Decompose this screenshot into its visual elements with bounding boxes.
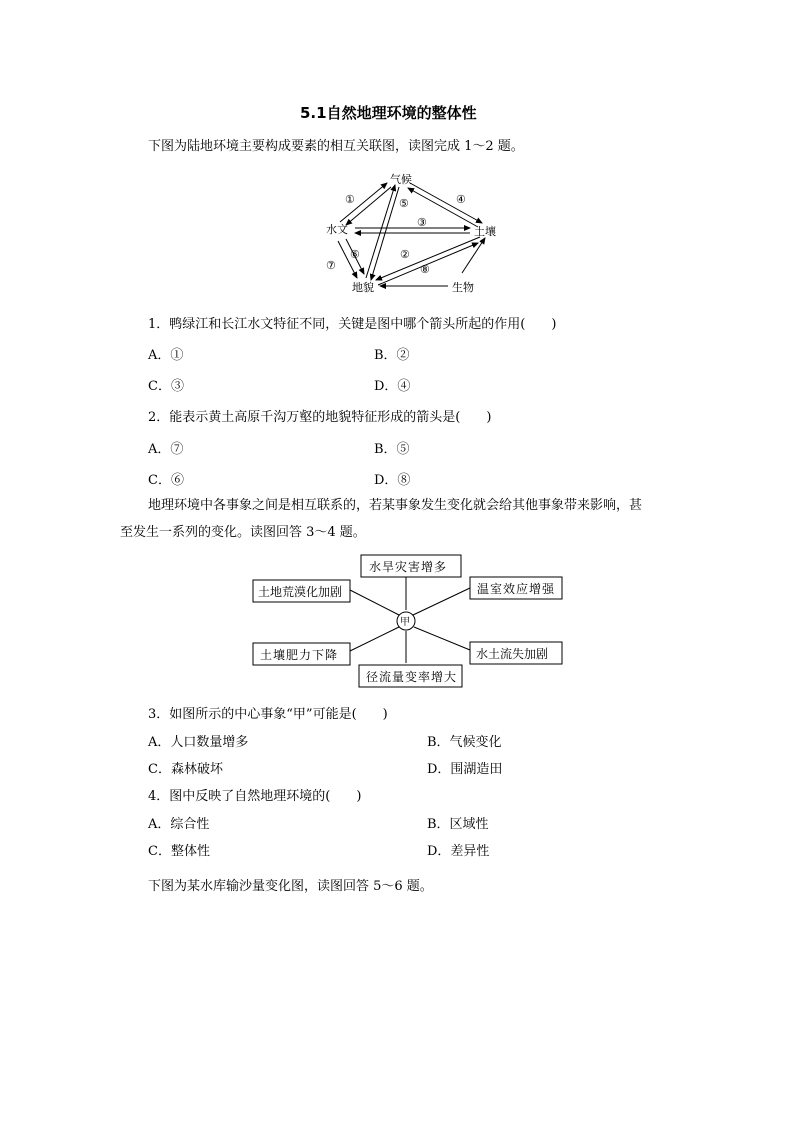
q3-option-c[interactable]: C．森林破坏 (148, 762, 223, 777)
box-bottom: 径流量变率增大 (366, 670, 458, 684)
intro-q5-6: 下图为某水库输沙量变化图，读图回答 5～6 题。 (148, 879, 433, 894)
q2-option-d[interactable]: D．⑧ (374, 473, 411, 488)
q1-option-b[interactable]: B．② (374, 348, 410, 363)
q4-option-c[interactable]: C．整体性 (148, 844, 210, 859)
box-lower-left: 土壤肥力下降 (260, 648, 339, 662)
intro-q1-2: 下图为陆地环境主要构成要素的相互关联图，读图完成 1～2 题。 (148, 139, 524, 154)
arrow-label-3: ③ (417, 216, 427, 229)
q1-option-a[interactable]: A．① (148, 348, 184, 363)
q4-option-a[interactable]: A．综合性 (148, 817, 210, 832)
question-1: 1．鸭绿江和长江水文特征不同，关键是图中哪个箭头所起的作用( ) (148, 317, 557, 332)
question-4: 4．图中反映了自然地理环境的( ) (148, 789, 362, 804)
question-2: 2．能表示黄土高原千沟万壑的地貌特征形成的箭头是( ) (148, 410, 492, 425)
q4-option-b[interactable]: B．区域性 (427, 817, 489, 832)
arrow-label-2: ② (400, 248, 410, 261)
box-lower-right: 水土流失加剧 (476, 647, 549, 661)
node-hydrology: 水文 (326, 223, 348, 236)
box-upper-left: 土地荒漠化加剧 (258, 585, 343, 599)
node-soil: 土壤 (474, 225, 496, 238)
box-top: 水旱灾害增多 (369, 560, 448, 574)
q3-option-b[interactable]: B．气候变化 (427, 735, 502, 750)
arrow-label-8: ⑧ (420, 263, 430, 276)
arrow-label-1: ① (345, 193, 355, 206)
arrow-label-6: ⑥ (350, 248, 360, 261)
page-title: 5.1自然地理环境的整体性 (300, 104, 477, 122)
element-relationship-diagram (0, 165, 794, 325)
q2-option-c[interactable]: C．⑥ (148, 473, 184, 488)
event-chain-diagram (0, 545, 794, 695)
arrow-label-5: ⑤ (399, 197, 409, 210)
center-event: 甲 (400, 617, 410, 628)
q3-option-d[interactable]: D．围湖造田 (427, 762, 503, 777)
node-climate: 气候 (390, 173, 412, 186)
box-upper-right: 温室效应增强 (477, 582, 556, 596)
question-3: 3．如图所示的中心事象“甲”可能是( ) (148, 707, 388, 722)
q2-option-a[interactable]: A．⑦ (148, 442, 184, 457)
arrow-label-7: ⑦ (326, 259, 336, 272)
q4-option-d[interactable]: D．差异性 (427, 844, 490, 859)
arrow-label-4: ④ (456, 193, 466, 206)
q2-option-b[interactable]: B．⑤ (374, 442, 410, 457)
intro-q3-4-line2: 至发生一系列的变化。读图回答 3～4 题。 (120, 525, 366, 540)
intro-q3-4-line1: 地理环境中各事象之间是相互联系的，若某事象发生变化就会给其他事象带来影响，甚 (148, 498, 643, 513)
node-biology: 生物 (452, 281, 474, 294)
node-landform: 地貌 (352, 281, 374, 294)
q1-option-c[interactable]: C．③ (148, 379, 184, 394)
q1-option-d[interactable]: D．④ (374, 379, 411, 394)
q3-option-a[interactable]: A．人口数量增多 (148, 735, 249, 750)
